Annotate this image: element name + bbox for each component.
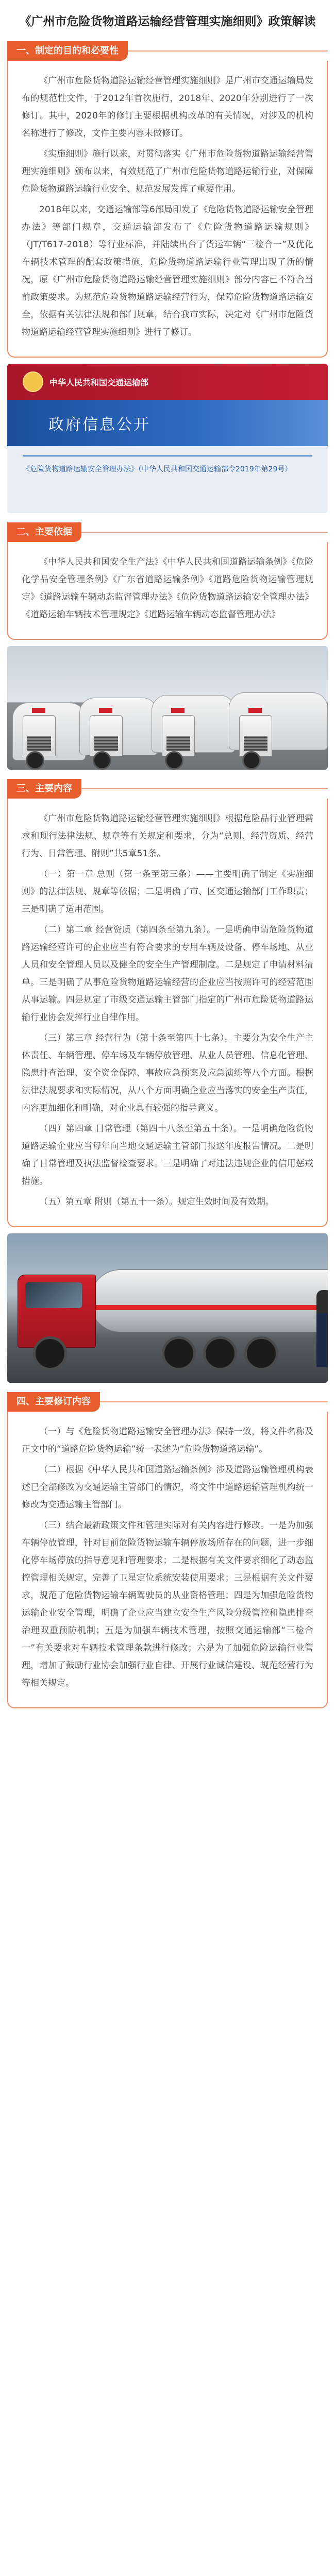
paragraph: 《广州市危险货物道路运输经营管理实施细则》根据危险品行业管理需求和现行法律法规、规章等有关规定和要求，分为“总则、经营资质、经营行为、日常管理、附则”共5章51条。: [22, 814, 313, 859]
hazard-sign-icon: [248, 708, 262, 713]
section-header-2: [7, 522, 328, 542]
person: [316, 1290, 328, 1367]
tanker-trucks-photo: [7, 646, 328, 770]
wheel: [162, 1336, 196, 1370]
truck-cab: [23, 715, 56, 756]
wheel: [203, 1336, 237, 1370]
hazard-sign-icon: [99, 708, 112, 713]
paragraph: （四）第四章 日常管理（第四十八条至第五十条）。一是明确危险货物道路运输企业应当每年向当地交通运输主管部门报送年度报告情况。二是明确了日常管理及执法监督检查要求。三是明确了对违法违规企业的信用惩戒措施。: [22, 1124, 313, 1187]
section-tag-basis: 二、主要依据: [7, 522, 81, 542]
paragraph: （五）第五章 附则（第五十一条）。规定生效时间及有效期。: [39, 1197, 274, 1207]
paragraph: （一）第一章 总则（第一条至第三条）——主要明确了制定《实施细则》的法律法规、规章等依据；二是明确了市、区交通运输部门工作职责；三是明确了适用范围。: [22, 869, 313, 914]
national-emblem-icon: [23, 371, 43, 392]
gov-divider: [23, 455, 312, 456]
paragraph: 《实施细则》施行以来，对贯彻落实《广州市危险货物道路运输经营管理实施细则》颁布以来，有效规范了广州市危险货物道路运输行业，对保障危险货物道路运输行业安全、规范发展发挥了重要作用。: [22, 149, 313, 194]
truck-cab: [162, 715, 195, 756]
section-card-revisions: [7, 1412, 328, 1708]
gov-banner-title: 政府信息公开: [48, 416, 150, 434]
gov-website-screenshot: [7, 364, 328, 513]
wheel: [26, 751, 44, 770]
truck-cab: [239, 715, 272, 756]
paragraph: （二）第二章 经营资质（第四条至第九条）。一是明确申请危险货物道路运输经营许可的企业应当有符合要求的专用车辆及设备、停车场地、从业人员和安全管理人员以及健全的安全生产管理制度。二是规定了申请材料清单。三是明确了从事危险货物道路运输经营的企业应当按照许可的经营范围从事运输。四是规定了市级交通运输主管部门指定的广州市危险货物道路运输行业协会发挥行业自律作用。: [22, 925, 313, 1023]
hazard-sign-icon: [171, 708, 185, 713]
tank-body: [90, 1269, 328, 1332]
section-card-content: [7, 799, 328, 1227]
section-card-purpose: [7, 61, 328, 358]
section-tag-purpose: 一、制定的目的和必要性: [7, 41, 128, 61]
paragraph: （一）与《危险货物道路运输安全管理办法》保持一致，将文件名称及正文中的“道路危险货物运输”统一表述为“危险货物道路运输”。: [22, 1427, 313, 1454]
hazard-sign-icon: [32, 708, 45, 713]
paragraph: （二）根据《中华人民共和国道路运输条例》涉及道路运输管理机构表述已全部修改为交通运输主管部门的情况，将文件中道路运输管理机构统一修改为交通运输主管部门。: [22, 1465, 313, 1510]
gov-site-name: 中华人民共和国交通运输部: [49, 377, 149, 387]
section-header-3: [7, 779, 328, 799]
paragraph: （三）第三章 经营行为（第十条至第四十七条）。主要分为安全生产主体责任、车辆管理、停车场及车辆停放管理、从业人员管理、信息化管理、隐患排查治理、安全资金保障、事故应急预案及应急演练等八个方面。根据法律法规要求和实际情况，从八个方面明确企业应当落实的安全生产责任，内容更加细化和明确，对企业具有较强的指导意义。: [22, 1033, 313, 1113]
paragraph: 《广州市危险货物道路运输经营管理实施细则》是广州市交通运输局发布的规范性文件，于2012年首次施行，2018年、2020年分别进行了一次修订。其中，2020年的修订主要根据机构改革的有关情况，对涉及的机构名称进行了修改，文件主要内容未做修订。: [22, 76, 313, 139]
section-tag-revisions: 四、主要修订内容: [7, 1392, 100, 1412]
wheel: [242, 751, 261, 770]
truck-cab: [18, 1275, 96, 1348]
paragraph: 《中华人民共和国安全生产法》《中华人民共和国道路运输条例》《危险化学品安全管理条例》《广东省道路运输条例》《道路危险货物运输管理规定》《道路运输车辆动态监督管理办法》《危险货物道路运输安全管理办法》《道路运输车辆技术管理规定》《道路运输车辆动态监督管理办法》: [22, 557, 313, 620]
tanker-side-photo: [7, 1233, 328, 1383]
section-tag-content: 三、主要内容: [7, 779, 81, 799]
wheel: [165, 751, 183, 770]
gov-banner: [7, 400, 328, 446]
gov-header: [7, 364, 328, 400]
page-title: 《广州市危险货物道路运输经营管理实施细则》政策解读: [19, 15, 316, 28]
section-header-4: [7, 1392, 328, 1412]
gov-doc-title-link[interactable]: 《危险货物道路运输安全管理办法》（中华人民共和国交通运输部令2019年第29号）: [23, 465, 292, 473]
wheel: [33, 1336, 67, 1370]
wheel: [244, 1336, 278, 1370]
section-header-1: [7, 41, 328, 61]
wheel: [93, 751, 111, 770]
paragraph: （三）结合最新政策文件和管理实际对有关内容进行修改。一是为加强车辆停放管理，针对目前危险货物运输车辆停放场所存在的问题，进一步细化停车场停放的指导意见和管理要求；二是根据有关文件要求细化了动态监控管理相关规定，完善了卫星定位系统安装使用要求；三是根据有关文件要求，规范了危险货物运输车辆驾驶员的从业资格管理；四是为加强危险货物运输企业安全管理，明确了企业应当建立安全生产风险分级管控和隐患排查治理双重预防机制；五是为加强车辆技术管理，按照交通运输部“三检合一”有关要求对车辆技术管理条款进行修改；六是为了加强危险运输行业管理，增加了鼓励行业协会加强行业自律、开展行业诚信建设、规范经营行为等相关规定。: [22, 1520, 313, 1688]
section-card-basis: [7, 542, 328, 640]
paragraph: 2018年以来，交通运输部等6部局印发了《危险货物道路运输安全管理办法》等部门规章，交通运输部发布了《危险货物道路运输规则》（JT/T617-2018）等行业标准，并陆续出台了货运车辆“三检合一”及优化车辆技术管理的配套政策措施，危险货物道路运输行业管理出现了新的情况，原《广州市危险货物道路运输经营管理实施细则》部分内容已不符合当前政策要求。为规范危险货物道路运输经营行为，保障危险货物道路运输安全，依据有关法律法规和部门规章，结合我市实际，决定对《广州市危险货物道路运输经营管理实施细则》进行了修订。: [22, 205, 313, 337]
truck-cab: [90, 715, 123, 756]
